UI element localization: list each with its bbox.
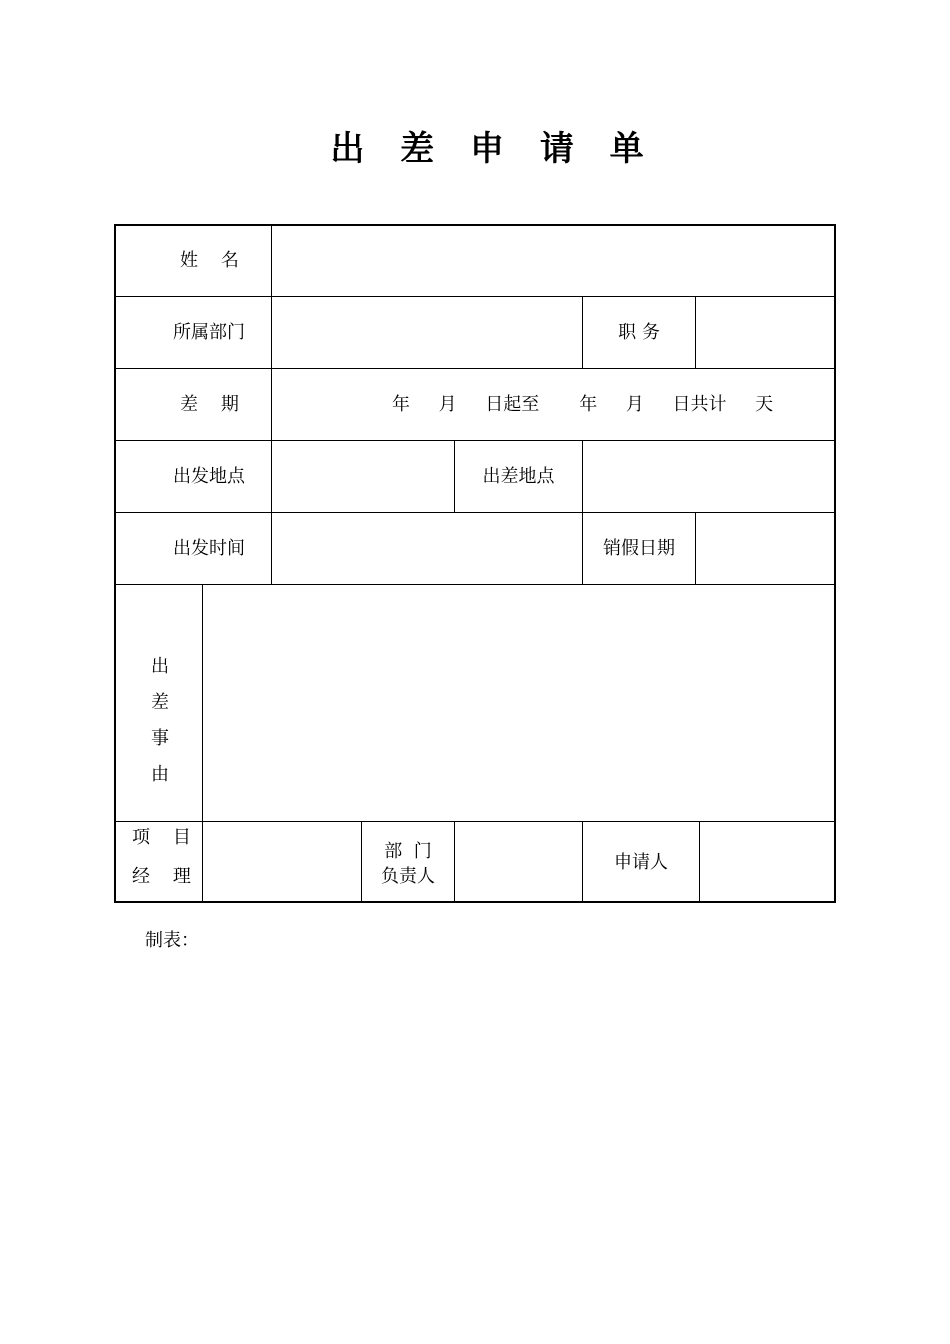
departure-place-field[interactable] <box>273 441 453 512</box>
dept-head-signature-field[interactable] <box>456 822 581 901</box>
project-manager-label-line1: 项 目 <box>132 827 191 848</box>
department-field[interactable] <box>273 297 581 368</box>
prepared-by-label: 制表： <box>145 930 199 951</box>
applicant-label: 申请人 <box>614 852 668 873</box>
col-divider <box>699 821 700 901</box>
name-field[interactable] <box>273 226 834 296</box>
col-divider <box>695 512 696 584</box>
destination-label: 出差地点 <box>482 466 555 487</box>
row-divider <box>116 368 834 369</box>
project-manager-label-line2: 经 理 <box>132 866 191 887</box>
col-divider <box>695 296 696 368</box>
departure-time-field[interactable] <box>273 513 581 584</box>
name-label: 姓 名 <box>180 250 239 271</box>
period-label: 差 期 <box>180 394 239 415</box>
department-label: 所属部门 <box>173 322 245 343</box>
position-field[interactable] <box>697 297 834 368</box>
travel-reason-char: 由 <box>151 764 169 785</box>
col-divider <box>271 226 272 584</box>
departure-place-label: 出发地点 <box>173 466 245 487</box>
travel-request-form <box>114 224 836 903</box>
leave-end-date-label: 销假日期 <box>603 538 675 559</box>
travel-reason-char: 差 <box>151 692 169 713</box>
leave-end-date-field[interactable] <box>697 513 834 584</box>
dept-head-label-line1: 部 门 <box>384 841 432 862</box>
departure-time-label: 出发时间 <box>173 538 245 559</box>
destination-field[interactable] <box>584 441 834 512</box>
col-divider <box>454 821 455 901</box>
period-date-field[interactable]: 年 月 日起至 年 月 日共计 天 <box>392 394 774 415</box>
project-manager-signature-field[interactable] <box>204 822 360 901</box>
travel-reason-char: 事 <box>151 728 169 749</box>
travel-reason-field[interactable] <box>204 585 834 821</box>
travel-reason-label <box>116 649 204 793</box>
page-title: 出 差 申 请 单 <box>330 129 656 169</box>
applicant-signature-field[interactable] <box>701 822 834 901</box>
position-label: 职 务 <box>618 322 660 343</box>
dept-head-label-line2: 负责人 <box>381 866 435 887</box>
travel-reason-char: 出 <box>151 656 169 677</box>
col-divider <box>582 440 583 512</box>
